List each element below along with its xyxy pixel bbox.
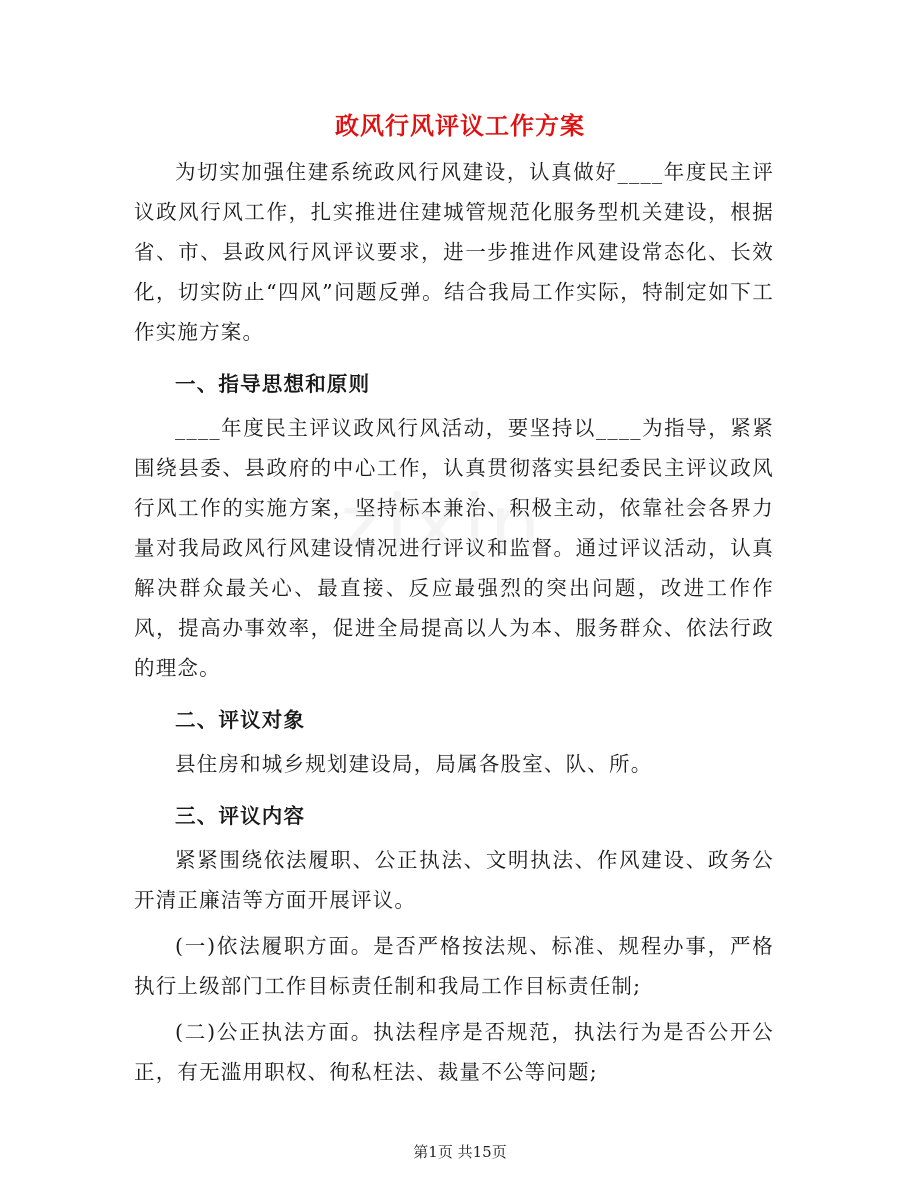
section-heading-1: 一、指导思想和原则 (175, 372, 371, 396)
section-heading-3: 三、评议内容 (175, 804, 306, 828)
document-title: 政风行风评议工作方案 (335, 111, 585, 140)
intro-paragraph: 为切实加强住建系统政风行风建设，认真做好____年度民主评议政风行风工作，扎实推进住建城管规范化服务型机关建设，根据省、市、县政风行风评议要求，进一步推进作风建设常态化、长效化，切实防止“四风”问题反弹。结合我局工作实际，特制定如下工作实施方案。 (134, 160, 774, 344)
document-body (134, 152, 774, 1092)
section-heading-2: 二、评议对象 (175, 708, 306, 732)
section-2-paragraph: 县住房和城乡规划建设局，局属各股室、队、所。 (175, 752, 653, 776)
page-number-footer: 第1页 共15页 (413, 1143, 507, 1161)
item-2-paragraph: (二)公正执法方面。执法程序是否规范，执法行为是否公开公正，有无滥用职权、徇私枉法、裁量不公等问题; (134, 1020, 774, 1084)
item-1-paragraph: (一)依法履职方面。是否严格按法规、标准、规程办事，严格执行上级部门工作目标责任制和我局工作目标责任制; (134, 934, 774, 998)
section-1-paragraph: ____年度民主评议政风行风活动，要坚持以____为指导，紧紧围绕县委、县政府的中心工作，认真贯彻落实县纪委民主评议政风行风工作的实施方案，坚持标本兼治、积极主动，依靠社会各界力量对我局政风行风建设情况进行评议和监督。通过评议活动，认真解决群众最关心、最直接、反应最强烈的突出问题，改进工作作风，提高办事效率，促进全局提高以人为本、服务群众、依法行政的理念。 (134, 416, 774, 680)
section-3-paragraph: 紧紧围绕依法履职、公正执法、文明执法、作风建设、政务公开清正廉洁等方面开展评议。 (134, 848, 774, 912)
